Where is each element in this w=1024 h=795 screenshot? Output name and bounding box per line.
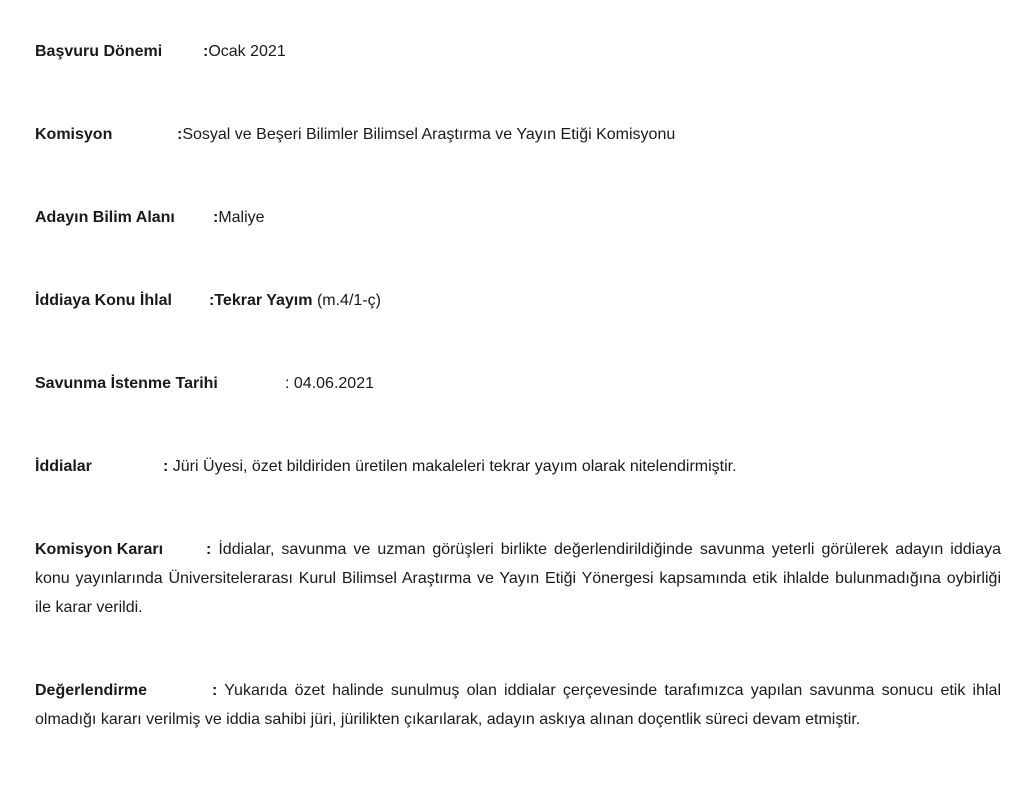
defense-date-label: Savunma İstenme Tarihi (35, 375, 218, 392)
violation-article: (m.4/1-ç) (316, 292, 381, 309)
colon: : (212, 682, 218, 699)
evaluation-paragraph (35, 676, 1001, 734)
violation-value (209, 291, 381, 311)
violation-label: İddiaya Konu İhlal (35, 292, 172, 309)
colon: : (209, 292, 215, 309)
application-period-label: Başvuru Dönemi (35, 43, 163, 60)
colon: : (213, 209, 219, 226)
defense-date-text: 04.06.2021 (293, 375, 374, 392)
commission-label: Komisyon (35, 126, 113, 143)
application-period-value (203, 42, 286, 62)
commission-text: Sosyal ve Beşeri Bilimler Bilimsel Araştırma ve Yayın Etiği Komisyonu (182, 126, 676, 143)
field-of-science-text: Maliye (218, 209, 265, 226)
commission-value (177, 125, 675, 145)
field-of-science-label: Adayın Bilim Alanı (35, 209, 175, 226)
claims-text: Jüri Üyesi, özet bildiriden üretilen makaleleri tekrar yayım olarak nitelendirmiştir. (172, 458, 737, 475)
evaluation-text: Yukarıda özet halinde sunulmuş olan iddialar çerçevesinde tarafımızca yapılan savunma sonucu etik ihlal olmadığı kararı verilmiş ve iddia sahibi jüri, jürilikten çıkarılarak, adayın askıya alınan doçentlik süreci devam etmiştir. (35, 682, 1002, 728)
colon: : (177, 126, 183, 143)
colon: : (203, 43, 209, 60)
field-of-science-value (213, 208, 265, 228)
claims-value (163, 457, 737, 477)
evaluation-label: Değerlendirme (35, 682, 148, 699)
colon: : (163, 458, 169, 475)
commission-decision-paragraph (35, 535, 1001, 622)
claims-label: İddialar (35, 458, 92, 475)
commission-decision-text: İddialar, savunma ve uzman görüşleri birlikte değerlendirildiğinde savunma yeterli görülerek adayın iddiaya konu yayınlarında Üniversitelerarası Kurul Bilimsel Araştırma ve Yayın Etiği Yönergesi kapsamında etik ihlalde bulunmadığına oybirliği ile karar verildi. (35, 541, 1001, 616)
commission-decision-label: Komisyon Kararı (35, 541, 164, 558)
colon: : (206, 541, 212, 558)
application-period-text: Ocak 2021 (208, 43, 286, 60)
colon: : (285, 375, 290, 392)
violation-type: Tekrar Yayım (214, 292, 313, 309)
defense-date-value (285, 374, 374, 394)
